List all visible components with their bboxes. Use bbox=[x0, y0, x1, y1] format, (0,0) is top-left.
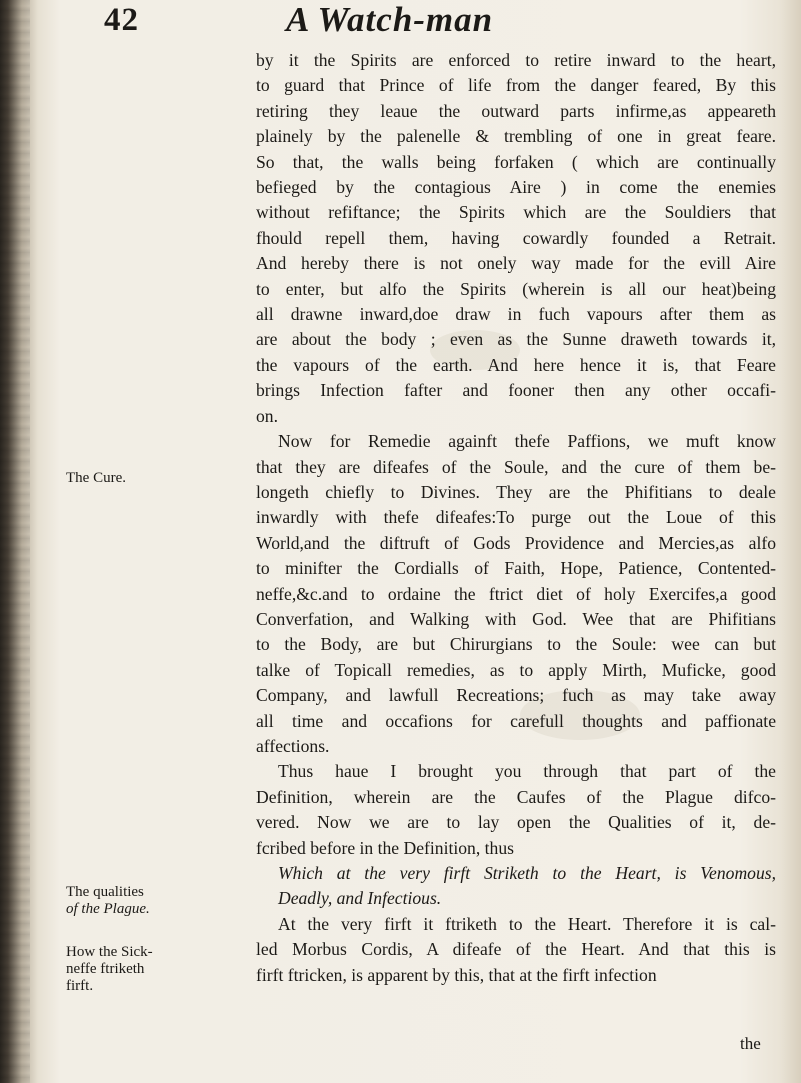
text-line: fhould repell them, having cowardly founded a Retrait. bbox=[256, 227, 776, 248]
text-line: to the Body, are but Chirurgians to the Soule: wee can but bbox=[256, 634, 776, 655]
text-line: led Morbus Cordis, A difeafe of the Heart. And that this is bbox=[256, 939, 776, 960]
text-line: talke of Topicall remedies, as to apply Mirth, Muficke, good bbox=[256, 659, 776, 680]
text-line: to guard that Prince of life from the danger feared, By this bbox=[256, 75, 776, 96]
text-line: brings Infection fafter and fooner then any other occafi- bbox=[256, 380, 776, 401]
text-line: At the very firft it ftriketh to the Heart. Therefore it is cal- bbox=[278, 913, 776, 934]
paragraph-qualities bbox=[256, 759, 776, 861]
book-binding-edge bbox=[0, 0, 30, 1083]
text-line: Thus haue I brought you through that part of the bbox=[278, 761, 776, 782]
catchword: the bbox=[740, 1034, 761, 1053]
text-line: neffe,&c.and to ordaine the ftrict diet of holy Exercifes,a good bbox=[256, 583, 776, 604]
text-line: the vapours of the earth. And here hence it is, that Feare bbox=[256, 354, 776, 375]
margin-note-sickness-2: neffe ftriketh bbox=[66, 961, 145, 977]
text-line: inwardly with thefe difeafes:To purge out the Loue of this bbox=[256, 507, 776, 528]
text-line: So that, the walls being forfaken ( which are continually bbox=[256, 151, 776, 172]
definition-quote bbox=[256, 861, 776, 912]
margin-note-cure: The Cure. bbox=[66, 470, 126, 486]
text-line: all drawne inward,doe draw in fuch vapours after them as bbox=[256, 304, 776, 325]
text-line: on. bbox=[256, 405, 278, 426]
text-line: without refiftance; the Spirits which are the Souldiers that bbox=[256, 202, 776, 223]
margin-note-sickness-1: How the Sick- bbox=[66, 944, 153, 960]
text-line: all time and occafions for carefull thoughts and paffionate bbox=[256, 710, 776, 731]
text-line: World,and the diftruft of Gods Providence and Mercies,as alfo bbox=[256, 532, 776, 553]
text-line: that they are difeafes of the Soule, and the cure of them be- bbox=[256, 456, 776, 477]
text-line: vered. Now we are to lay open the Qualities of it, de- bbox=[256, 812, 776, 833]
text-line: Converfation, and Walking with God. Wee that are Phifitians bbox=[256, 608, 776, 629]
text-line: affections. bbox=[256, 735, 330, 756]
text-line: to minifter the Cordialls of Faith, Hope, Patience, Contented- bbox=[256, 558, 776, 579]
text-line: firft ftricken, is apparent by this, that at the firft infection bbox=[256, 964, 657, 985]
text-line: to enter, but alfo the Spirits (wherein is all our heat)being bbox=[256, 278, 776, 299]
text-line: longeth chiefly to Divines. They are the Phifitians to deale bbox=[256, 481, 776, 502]
text-line: befieged by the contagious Aire ) in come the enemies bbox=[256, 177, 776, 198]
paragraph-remedie bbox=[256, 429, 776, 759]
text-line: are about the body ; even as the Sunne draweth towards it, bbox=[256, 329, 776, 350]
text-line: by it the Spirits are enforced to retire inward to the heart, bbox=[256, 50, 776, 70]
text-line: Company, and lawfull Recreations; fuch as may take away bbox=[256, 685, 776, 706]
margin-note-qualities-1: The qualities bbox=[66, 884, 144, 900]
text-line: Deadly, and Infectious. bbox=[278, 888, 442, 909]
running-head: A Watch-man bbox=[286, 0, 494, 39]
body-text bbox=[256, 48, 776, 988]
paragraph-strikes-heart bbox=[256, 912, 776, 988]
text-line: retiring they leaue the outward parts infirme,as appeareth bbox=[256, 100, 776, 121]
paragraph-fear-and-spirits bbox=[256, 48, 776, 429]
margin-note-qualities-2: of the Plague. bbox=[66, 901, 150, 917]
margin-note-sickness-3: firft. bbox=[66, 978, 94, 994]
text-line: fcribed before in the Definition, thus bbox=[256, 837, 514, 858]
page-number: 42 bbox=[104, 2, 139, 38]
text-line: Which at the very firft Striketh to the Heart, is Venomous, bbox=[278, 863, 776, 883]
text-line: And hereby there is not onely way made for the evill Aire bbox=[256, 253, 776, 274]
text-line: Now for Remedie againft thefe Paffions, we muft know bbox=[278, 431, 776, 452]
text-line: Definition, wherein are the Caufes of the Plague difco- bbox=[256, 786, 776, 807]
text-line: plainely by the palenelle & trembling of one in great feare. bbox=[256, 126, 776, 147]
